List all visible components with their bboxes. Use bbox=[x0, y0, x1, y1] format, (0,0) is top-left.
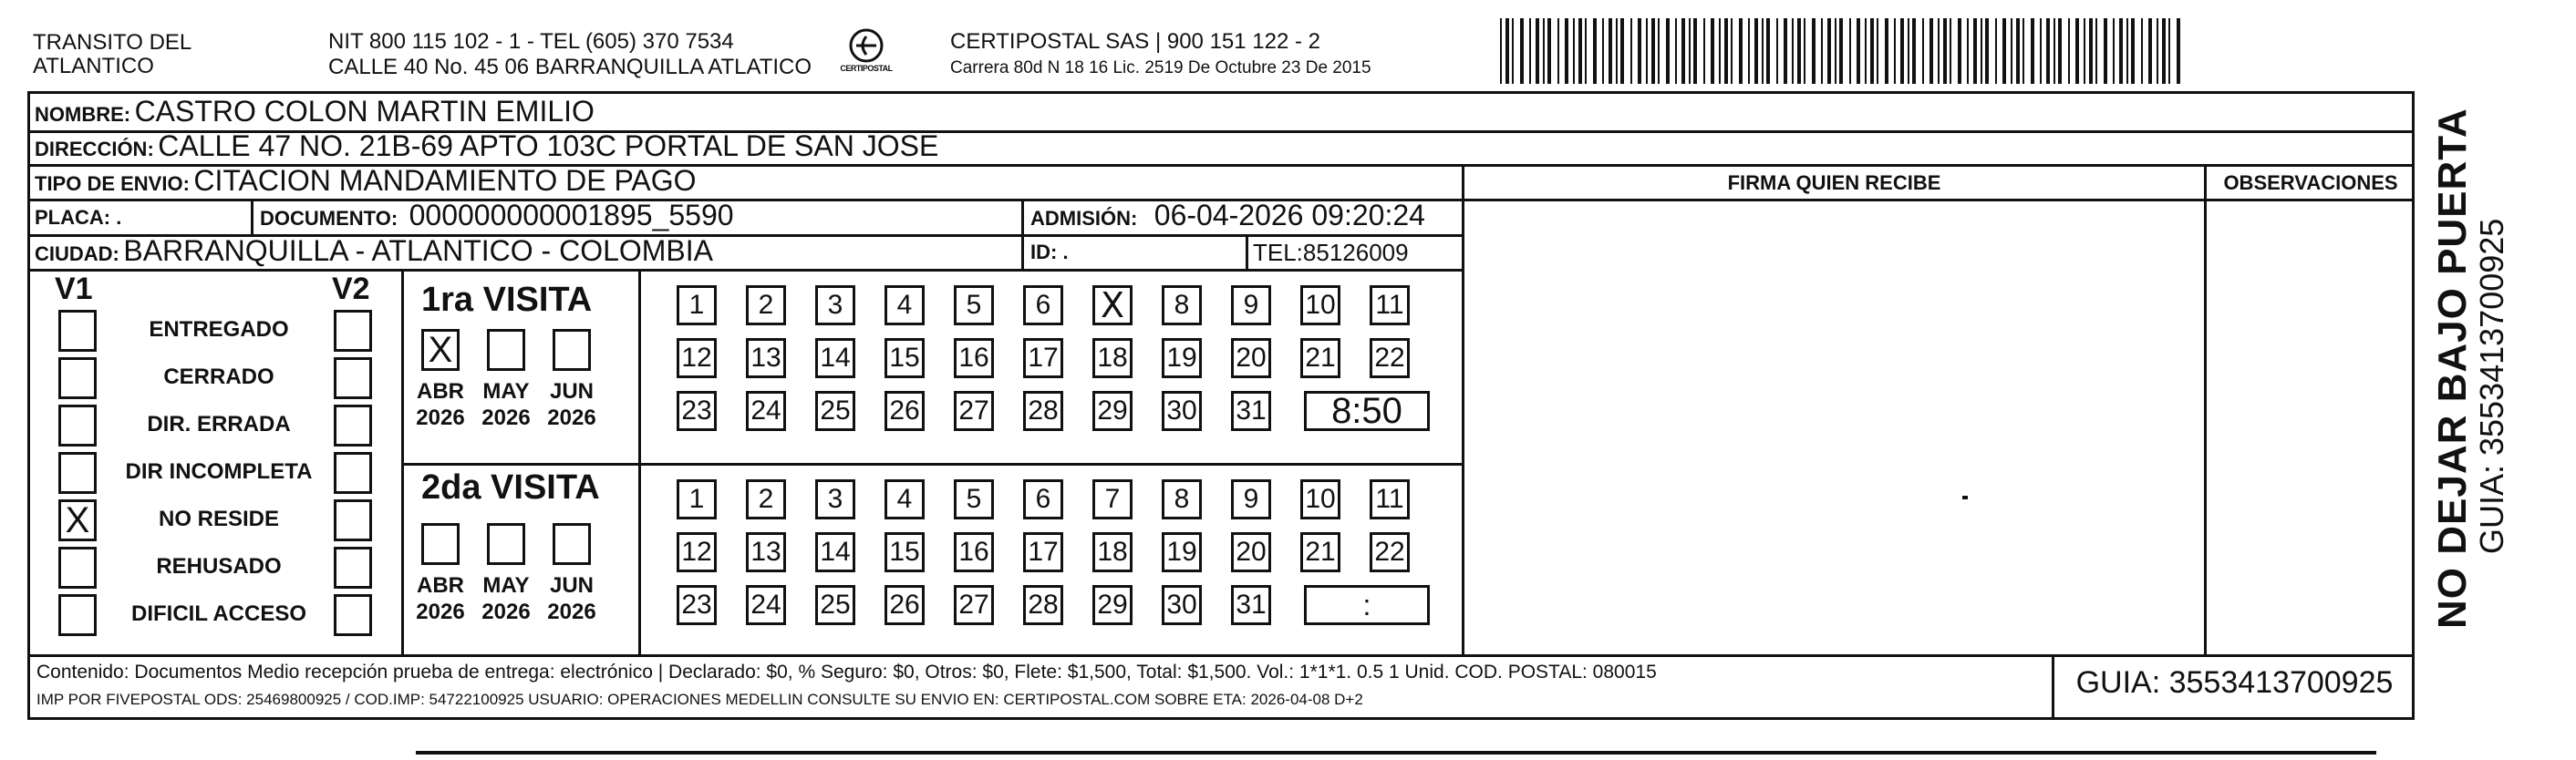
v2-checkbox[interactable] bbox=[334, 547, 372, 589]
day-box[interactable]: 6 bbox=[1023, 285, 1063, 325]
month-year: 2026 bbox=[481, 600, 531, 624]
barcode-bar bbox=[1536, 18, 1539, 84]
day-box[interactable]: 26 bbox=[885, 391, 925, 431]
barcode-bar bbox=[1885, 18, 1888, 84]
barcode-bar bbox=[1547, 18, 1551, 84]
day-box[interactable]: 30 bbox=[1162, 391, 1202, 431]
month-year: 2026 bbox=[416, 600, 465, 624]
footer-guia: GUIA: 3553413700925 bbox=[2075, 665, 2394, 700]
day-box[interactable]: 24 bbox=[746, 585, 786, 625]
nombre-value: CASTRO COLON MARTIN EMILIO bbox=[134, 95, 595, 128]
barcode-bar bbox=[1658, 18, 1660, 84]
barcode-bar bbox=[2148, 18, 2152, 84]
barcode-bar bbox=[1724, 18, 1728, 84]
nombre-label: NOMBRE: bbox=[35, 103, 131, 126]
status-option-label: CERRADO bbox=[163, 365, 274, 389]
barcode-bar bbox=[1565, 18, 1568, 84]
barcode-bar bbox=[1578, 18, 1582, 84]
tel-value: TEL:85126009 bbox=[1253, 239, 1409, 266]
day-box[interactable]: 1 bbox=[677, 479, 717, 519]
barcode-bar bbox=[2058, 18, 2062, 84]
barcode-bar bbox=[1938, 18, 1940, 84]
month-name: MAY bbox=[482, 573, 530, 598]
barcode-bar bbox=[1762, 18, 1764, 84]
admision-row bbox=[1030, 199, 1425, 232]
id-label: ID: . bbox=[1030, 241, 1069, 263]
barcode-bar bbox=[1784, 18, 1787, 84]
direccion-value: CALLE 47 NO. 21B-69 APTO 103C PORTAL DE SAN JOSE bbox=[158, 129, 939, 162]
barcode-bar bbox=[1681, 18, 1685, 84]
v1-label: V1 bbox=[55, 272, 93, 306]
footer-contenido: Contenido: Documentos Medio recepción prueba de entrega: electrónico | Declarado: $0, % Seguro: $0, Otros: $0, Flete: $1,500, Total: $1,500. Vol.: 1*1*1. 0.5 1 Unid. COD. POSTAL: 080015 bbox=[36, 662, 1657, 683]
barcode-bar bbox=[2002, 18, 2006, 84]
sender-name-line-2: ATLANTICO bbox=[33, 54, 154, 78]
barcode-bar bbox=[1835, 18, 1836, 84]
v2-checkbox[interactable] bbox=[334, 594, 372, 636]
v2-label: V2 bbox=[332, 272, 370, 306]
barcode-bar bbox=[1630, 18, 1632, 84]
barcode-graphic bbox=[1500, 18, 2184, 84]
month-name: JUN bbox=[549, 573, 594, 598]
day-box[interactable]: 1 bbox=[677, 285, 717, 325]
status-option-label: NO RESIDE bbox=[158, 507, 280, 531]
month-checkbox[interactable] bbox=[487, 329, 525, 371]
sender-nit: NIT 800 115 102 - 1 - TEL (605) 370 7534 bbox=[328, 29, 734, 54]
barcode-bar bbox=[1870, 18, 1874, 84]
nombre-row bbox=[35, 95, 595, 128]
month-year: 2026 bbox=[416, 406, 465, 430]
day-box[interactable]: 28 bbox=[1023, 585, 1063, 625]
bottom-rule bbox=[416, 751, 2376, 755]
day-box[interactable]: 31 bbox=[1231, 391, 1271, 431]
barcode-bar bbox=[1731, 18, 1733, 84]
month-name: JUN bbox=[549, 379, 594, 404]
barcode-bar bbox=[1973, 18, 1977, 84]
barcode-bar bbox=[1908, 18, 1909, 84]
month-label bbox=[540, 378, 604, 431]
status-option-label: ENTREGADO bbox=[149, 317, 289, 342]
barcode-bar bbox=[1609, 18, 1612, 84]
barcode-bar bbox=[2023, 18, 2024, 84]
barcode-bar bbox=[2054, 18, 2055, 84]
certipostal-logo-text: CERTIPOSTAL bbox=[840, 64, 893, 73]
day-box[interactable]: 23 bbox=[677, 391, 717, 431]
day-box[interactable]: 24 bbox=[746, 391, 786, 431]
v2-checkbox[interactable] bbox=[334, 357, 372, 399]
day-box[interactable]: 20 bbox=[1231, 338, 1271, 378]
barcode-bar bbox=[1804, 18, 1805, 84]
v1-checkbox[interactable] bbox=[58, 452, 97, 494]
day-box[interactable]: 15 bbox=[885, 338, 925, 378]
documento-value: 000000000001895_5590 bbox=[409, 199, 734, 231]
day-box[interactable]: 16 bbox=[954, 338, 994, 378]
day-box[interactable]: 4 bbox=[885, 285, 925, 325]
signature-area[interactable] bbox=[1464, 201, 2204, 654]
barcode-bar bbox=[1967, 18, 1969, 84]
day-box[interactable]: 23 bbox=[677, 585, 717, 625]
day-box[interactable]: 4 bbox=[885, 479, 925, 519]
tipo-envio-value: CITACION MANDAMIENTO DE PAGO bbox=[193, 164, 697, 197]
month-label bbox=[409, 572, 472, 625]
day-box[interactable]: 8 bbox=[1162, 285, 1202, 325]
barcode-bar bbox=[1950, 18, 1951, 84]
barcode-bar bbox=[1602, 18, 1604, 84]
firma-header: FIRMA QUIEN RECIBE bbox=[1727, 171, 1941, 194]
barcode-bar bbox=[1573, 18, 1575, 84]
barcode-bar bbox=[1638, 18, 1641, 84]
month-label bbox=[409, 378, 472, 431]
barcode-bar bbox=[2119, 18, 2123, 84]
month-year: 2026 bbox=[547, 600, 596, 624]
ciudad-value: BARRANQUILLA - ATLANTICO - COLOMBIA bbox=[123, 234, 713, 267]
visit2-title: 2da VISITA bbox=[421, 468, 600, 507]
ciudad-label: CIUDAD: bbox=[35, 242, 119, 265]
barcode-bar bbox=[2104, 18, 2107, 84]
barcode-bar bbox=[1766, 18, 1770, 84]
barcode-bar bbox=[2068, 18, 2070, 84]
documento-label: DOCUMENTO: bbox=[260, 207, 398, 230]
day-box[interactable]: 15 bbox=[885, 532, 925, 572]
v1-checkbox[interactable] bbox=[58, 405, 97, 447]
day-box[interactable]: 22 bbox=[1370, 532, 1410, 572]
day-box[interactable]: 12 bbox=[677, 532, 717, 572]
barcode-bar bbox=[1739, 18, 1743, 84]
day-box[interactable]: 31 bbox=[1231, 585, 1271, 625]
barcode-bar bbox=[1703, 18, 1705, 84]
barcode-bar bbox=[1849, 18, 1851, 84]
v1-checkbox[interactable] bbox=[58, 310, 97, 352]
day-box[interactable]: 19 bbox=[1162, 338, 1202, 378]
admision-value: 06-04-2026 09:20:24 bbox=[1154, 199, 1425, 231]
barcode-bar bbox=[1543, 18, 1545, 84]
month-year: 2026 bbox=[547, 406, 596, 430]
barcode-bar bbox=[2046, 18, 2050, 84]
barcode-bar bbox=[1754, 18, 1758, 84]
day-box[interactable]: 29 bbox=[1092, 585, 1133, 625]
day-box[interactable]: 27 bbox=[954, 585, 994, 625]
barcode-bar bbox=[1900, 18, 1904, 84]
barcode-bar bbox=[2040, 18, 2042, 84]
day-box[interactable]: 8 bbox=[1162, 479, 1202, 519]
barcode-bar bbox=[1620, 18, 1624, 84]
v2-checkbox[interactable] bbox=[334, 310, 372, 352]
day-box[interactable]: 3 bbox=[815, 479, 855, 519]
barcode-bar bbox=[2177, 18, 2180, 84]
barcode-bar bbox=[1748, 18, 1750, 84]
day-box[interactable]: 22 bbox=[1370, 338, 1410, 378]
company-license: Carrera 80d N 18 16 Lic. 2519 De Octubre 23 De 2015 bbox=[950, 58, 1371, 77]
status-option-label: DIR. ERRADA bbox=[147, 412, 291, 436]
barcode-bar bbox=[1821, 18, 1823, 84]
month-checkbox[interactable] bbox=[421, 523, 460, 565]
day-box[interactable]: 27 bbox=[954, 391, 994, 431]
placa-label: PLACA: . bbox=[35, 206, 122, 229]
barcode-bar bbox=[1646, 18, 1648, 84]
barcode-bar bbox=[1616, 18, 1618, 84]
barcode-bar bbox=[1812, 18, 1816, 84]
month-name: ABR bbox=[417, 379, 464, 404]
barcode-bar bbox=[1557, 18, 1559, 84]
barcode bbox=[1500, 18, 2184, 84]
day-box[interactable]: 25 bbox=[815, 391, 855, 431]
barcode-bar bbox=[1719, 18, 1721, 84]
barcode-bar bbox=[1529, 18, 1531, 84]
day-box[interactable]: 17 bbox=[1023, 532, 1063, 572]
documento-row bbox=[260, 199, 734, 232]
observaciones-area[interactable] bbox=[2207, 201, 2415, 654]
company-info: CERTIPOSTAL SAS | 900 151 122 - 2 bbox=[950, 29, 1320, 54]
barcode-bar bbox=[1689, 18, 1691, 84]
barcode-bar bbox=[2089, 18, 2093, 84]
barcode-bar bbox=[1857, 18, 1860, 84]
barcode-bar bbox=[1797, 18, 1801, 84]
barcode-bar bbox=[2162, 18, 2166, 84]
status-option-label: DIR INCOMPLETA bbox=[125, 459, 313, 484]
day-box[interactable]: 29 bbox=[1092, 391, 1133, 431]
day-box[interactable]: 14 bbox=[815, 532, 855, 572]
day-box[interactable]: 30 bbox=[1162, 585, 1202, 625]
month-label bbox=[474, 378, 538, 431]
day-box[interactable]: 10 bbox=[1300, 479, 1340, 519]
day-box[interactable]: 25 bbox=[815, 585, 855, 625]
barcode-bar bbox=[1981, 18, 1982, 84]
barcode-bar bbox=[1894, 18, 1896, 84]
barcode-bar bbox=[1711, 18, 1714, 84]
status-option-label: DIFICIL ACCESO bbox=[130, 601, 306, 626]
barcode-bar bbox=[2157, 18, 2158, 84]
month-checkbox[interactable] bbox=[487, 523, 525, 565]
barcode-bar bbox=[2031, 18, 2034, 84]
barcode-bar bbox=[2016, 18, 2020, 84]
day-box[interactable]: 3 bbox=[815, 285, 855, 325]
sender-address: CALLE 40 No. 45 06 BARRANQUILLA ATLATICO bbox=[328, 55, 812, 79]
sender-name-line-1: TRANSITO DEL bbox=[33, 30, 192, 55]
v2-checkbox[interactable] bbox=[334, 499, 372, 541]
barcode-bar bbox=[2131, 18, 2135, 84]
v2-checkbox[interactable] bbox=[334, 405, 372, 447]
v2-checkbox[interactable] bbox=[334, 452, 372, 494]
day-box[interactable]: 11 bbox=[1370, 285, 1410, 325]
barcode-bar bbox=[1585, 18, 1587, 84]
day-box[interactable]: 9 bbox=[1231, 285, 1271, 325]
barcode-bar bbox=[2075, 18, 2079, 84]
barcode-bar bbox=[2095, 18, 2097, 84]
v1-checkbox[interactable] bbox=[58, 547, 97, 589]
barcode-bar bbox=[1995, 18, 1997, 84]
no-dejar-warning: NO DEJAR BAJO PUERTA bbox=[2430, 108, 2475, 629]
v1-checkbox[interactable]: X bbox=[58, 499, 97, 541]
barcode-bar bbox=[1520, 18, 1524, 84]
day-box[interactable]: 10 bbox=[1300, 285, 1340, 325]
direccion-label: DIRECCIÓN: bbox=[35, 138, 154, 160]
month-checkbox[interactable] bbox=[553, 523, 591, 565]
barcode-bar bbox=[1675, 18, 1677, 84]
barcode-bar bbox=[1865, 18, 1867, 84]
month-year: 2026 bbox=[481, 406, 531, 430]
day-box[interactable]: 7 bbox=[1092, 479, 1133, 519]
month-name: ABR bbox=[417, 573, 464, 598]
barcode-bar bbox=[1593, 18, 1597, 84]
side-guia: GUIA: 3553413700925 bbox=[2473, 218, 2510, 554]
barcode-bar bbox=[1666, 18, 1670, 84]
day-box[interactable]: 26 bbox=[885, 585, 925, 625]
barcode-bar bbox=[1922, 18, 1924, 84]
barcode-bar bbox=[1651, 18, 1655, 84]
barcode-bar bbox=[1912, 18, 1916, 84]
barcode-bar bbox=[2126, 18, 2128, 84]
admision-label: ADMISIÓN: bbox=[1030, 207, 1138, 230]
barcode-bar bbox=[1958, 18, 1961, 84]
sender-name bbox=[33, 31, 191, 78]
barcode-bar bbox=[1877, 18, 1878, 84]
month-label bbox=[474, 572, 538, 625]
day-box[interactable]: 13 bbox=[746, 338, 786, 378]
visit1-title: 1ra VISITA bbox=[421, 281, 593, 319]
stray-mark bbox=[1962, 496, 1968, 499]
v1-checkbox[interactable] bbox=[58, 594, 97, 636]
barcode-bar bbox=[1929, 18, 1933, 84]
day-box[interactable]: 9 bbox=[1231, 479, 1271, 519]
barcode-bar bbox=[1839, 18, 1843, 84]
barcode-bar bbox=[2141, 18, 2143, 84]
day-box[interactable]: 19 bbox=[1162, 532, 1202, 572]
day-box[interactable]: 28 bbox=[1023, 391, 1063, 431]
day-box[interactable]: 2 bbox=[746, 479, 786, 519]
barcode-bar bbox=[1792, 18, 1794, 84]
certipostal-logo bbox=[834, 26, 898, 80]
barcode-bar bbox=[1505, 18, 1509, 84]
v1-checkbox[interactable] bbox=[58, 357, 97, 399]
observaciones-header: OBSERVACIONES bbox=[2223, 171, 2398, 194]
day-box[interactable]: 14 bbox=[815, 338, 855, 378]
day-box[interactable]: 11 bbox=[1370, 479, 1410, 519]
barcode-bar bbox=[1943, 18, 1947, 84]
barcode-bar bbox=[2084, 18, 2085, 84]
day-box[interactable]: 13 bbox=[746, 532, 786, 572]
barcode-bar bbox=[1512, 18, 1514, 84]
month-checkbox[interactable] bbox=[553, 329, 591, 371]
barcode-bar bbox=[2113, 18, 2115, 84]
day-box[interactable]: 18 bbox=[1092, 338, 1133, 378]
month-checkbox[interactable]: X bbox=[421, 329, 460, 371]
month-label bbox=[540, 572, 604, 625]
time-box[interactable]: : bbox=[1304, 585, 1430, 625]
day-box[interactable]: 5 bbox=[954, 285, 994, 325]
day-box[interactable]: 6 bbox=[1023, 479, 1063, 519]
barcode-bar bbox=[1500, 18, 1502, 84]
barcode-bar bbox=[1693, 18, 1697, 84]
barcode-bar bbox=[2011, 18, 2012, 84]
month-name: MAY bbox=[482, 379, 530, 404]
day-box[interactable]: 2 bbox=[746, 285, 786, 325]
day-box[interactable]: 5 bbox=[954, 479, 994, 519]
footer-imp: IMP POR FIVEPOSTAL ODS: 25469800925 / COD.IMP: 54722100925 USUARIO: OPERACIONES MEDELLIN CONSULTE SU ENVIO EN: CERTIPOSTAL.COM SOBRE ETA: 2026-04-08 D+2 bbox=[36, 691, 1363, 708]
day-box[interactable]: 21 bbox=[1300, 338, 1340, 378]
day-box[interactable]: X bbox=[1092, 285, 1133, 325]
ciudad-row bbox=[35, 234, 713, 268]
barcode-bar bbox=[1985, 18, 1989, 84]
tipo-envio-label: TIPO DE ENVIO: bbox=[35, 172, 190, 195]
day-box[interactable]: 17 bbox=[1023, 338, 1063, 378]
barcode-bar bbox=[2168, 18, 2170, 84]
day-box[interactable]: 16 bbox=[954, 532, 994, 572]
day-box[interactable]: 12 bbox=[677, 338, 717, 378]
day-box[interactable]: 18 bbox=[1092, 532, 1133, 572]
status-option-label: REHUSADO bbox=[156, 554, 282, 579]
barcode-bar bbox=[1827, 18, 1831, 84]
time-box[interactable]: 8:50 bbox=[1304, 391, 1430, 431]
direccion-row bbox=[35, 129, 938, 163]
barcode-bar bbox=[1776, 18, 1778, 84]
tipo-envio-row bbox=[35, 164, 697, 198]
day-box[interactable]: 21 bbox=[1300, 532, 1340, 572]
day-box[interactable]: 20 bbox=[1231, 532, 1271, 572]
